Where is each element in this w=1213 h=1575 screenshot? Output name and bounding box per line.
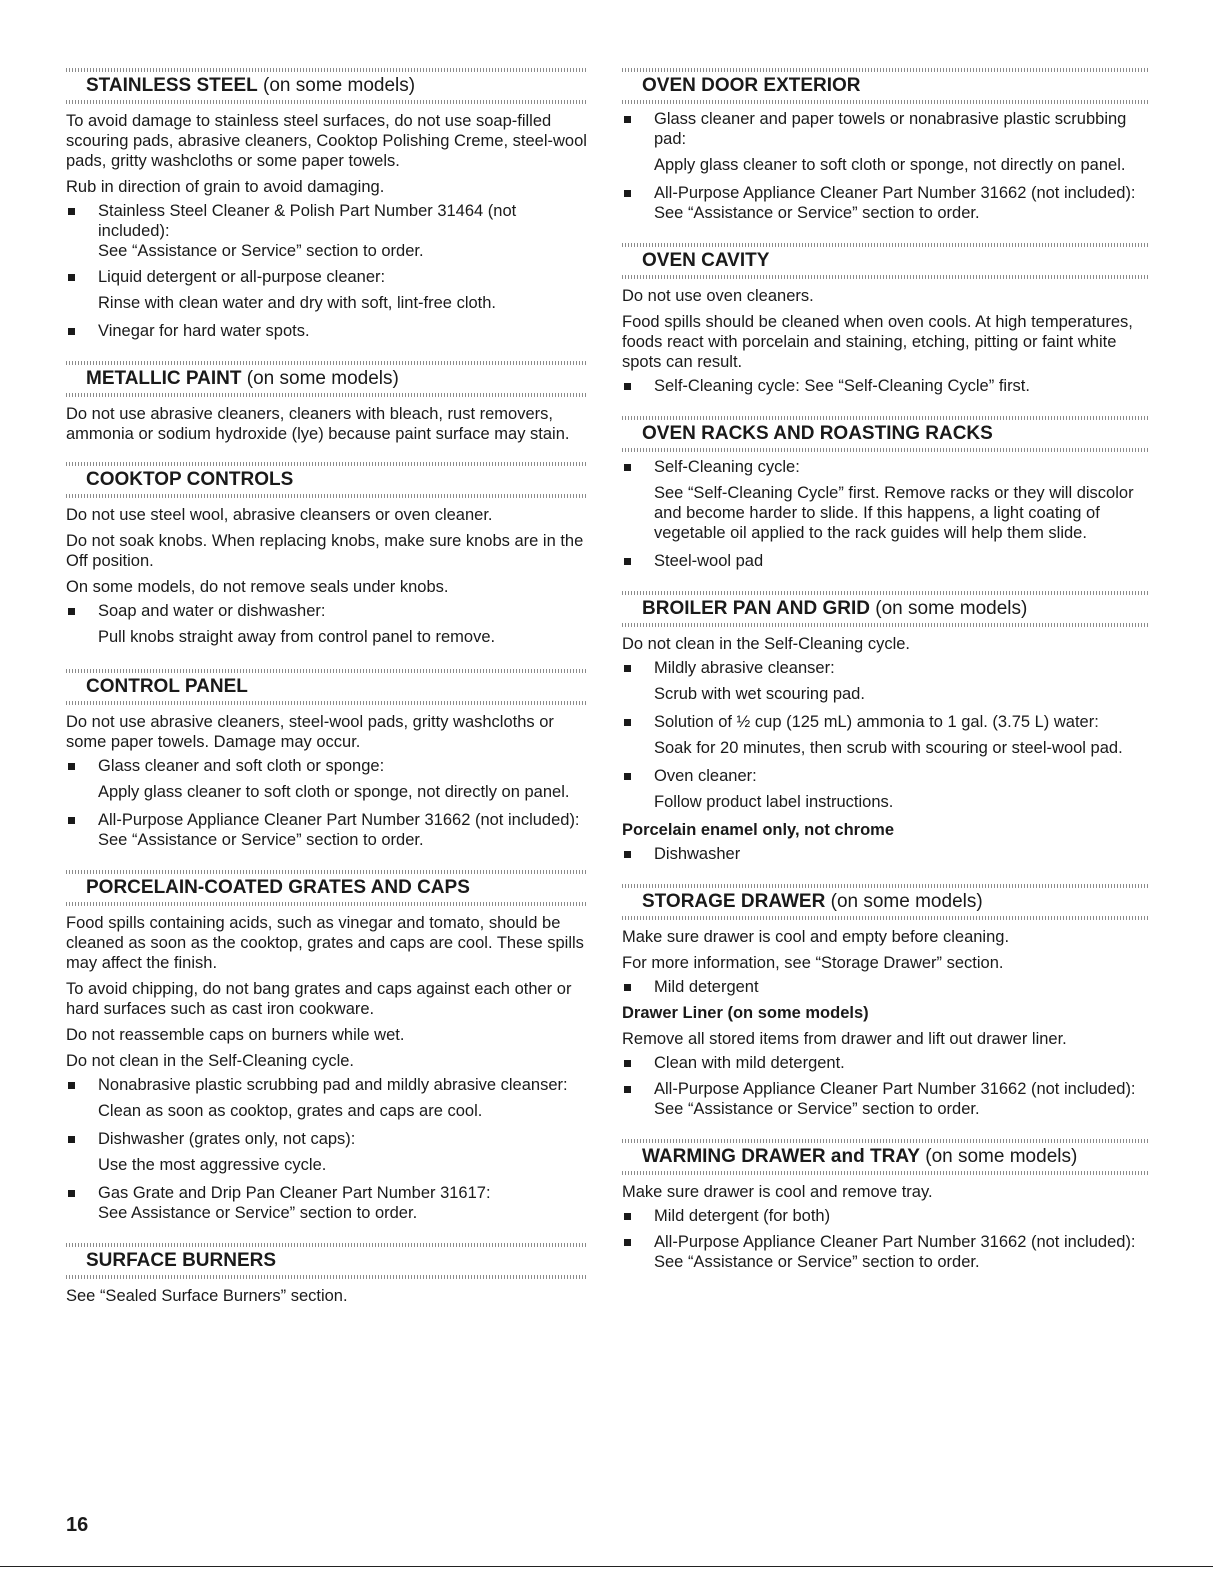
bullet-item: Clean with mild detergent.	[622, 1053, 1149, 1073]
section-title: STORAGE DRAWER (on some models)	[642, 891, 983, 912]
section-header	[66, 1241, 588, 1280]
section-header	[622, 241, 1149, 280]
bullet-item: All-Purpose Appliance Cleaner Part Number 31662 (not included): See “Assistance or Service” section to order.	[622, 1232, 1149, 1272]
section-title: PORCELAIN-COATED GRATES AND CAPS	[86, 877, 470, 898]
bullet-item: Liquid detergent or all-purpose cleaner:	[66, 267, 588, 287]
bullet-item: Soap and water or dishwasher:	[66, 601, 588, 621]
bullet-subtext: Clean as soon as cooktop, grates and caps are cool.	[98, 1102, 483, 1120]
section-stainless-steel	[66, 66, 588, 341]
paragraph: Remove all stored items from drawer and lift out drawer liner.	[622, 1030, 1067, 1048]
section-header	[622, 1137, 1149, 1176]
section-storage-drawer	[622, 882, 1149, 1119]
section-header	[622, 589, 1149, 628]
paragraph: See “Sealed Surface Burners” section.	[66, 1287, 348, 1305]
section-header	[622, 66, 1149, 105]
bullet-subtext: See “Self-Cleaning Cycle” first. Remove racks or they will discolor and become harder to slide. If this happens, a light coating of vegetable oil applied to the rack guides will help them slide.	[654, 484, 1134, 542]
paragraph: Food spills containing acids, such as vinegar and tomato, should be cleaned as soon as the cooktop, grates and caps are cool. These spills may affect the finish.	[66, 914, 584, 972]
section-header	[66, 460, 588, 499]
paragraph: Do not use abrasive cleaners, steel-wool pads, gritty washcloths or some paper towels. Damage may occur.	[66, 713, 554, 751]
section-oven-racks	[622, 414, 1149, 571]
bullet-item: Vinegar for hard water spots.	[66, 321, 588, 341]
bullet-item: Steel-wool pad	[622, 551, 1149, 571]
paragraph: Do not clean in the Self-Cleaning cycle.	[66, 1052, 354, 1070]
bullet-item: Stainless Steel Cleaner & Polish Part Number 31464 (not included): See “Assistance or Service” section to order.	[66, 201, 588, 261]
section-oven-door-exterior	[622, 66, 1149, 223]
bullet-item: Mild detergent (for both)	[622, 1206, 1149, 1226]
section-title: METALLIC PAINT (on some models)	[86, 368, 399, 389]
section-title: COOKTOP CONTROLS	[86, 469, 294, 490]
bullet-item: Dishwasher (grates only, not caps):	[66, 1129, 588, 1149]
bullet-subtext: Follow product label instructions.	[654, 793, 894, 811]
section-warming-drawer	[622, 1137, 1149, 1272]
paragraph: Do not reassemble caps on burners while wet.	[66, 1026, 405, 1044]
page-number: 16	[66, 1514, 89, 1536]
section-metallic-paint	[66, 359, 588, 444]
bullet-item: All-Purpose Appliance Cleaner Part Number 31662 (not included): See “Assistance or Service” section to order.	[66, 810, 588, 850]
bullet-item: Gas Grate and Drip Pan Cleaner Part Number 31617: See Assistance or Service” section to order.	[66, 1183, 588, 1223]
bullet-item: All-Purpose Appliance Cleaner Part Number 31662 (not included): See “Assistance or Service” section to order.	[622, 183, 1149, 223]
paragraph: Rub in direction of grain to avoid damaging.	[66, 178, 385, 196]
section-header	[622, 414, 1149, 453]
section-title: OVEN RACKS AND ROASTING RACKS	[642, 423, 993, 444]
section-title: OVEN DOOR EXTERIOR	[642, 75, 861, 96]
bullet-subtext: Pull knobs straight away from control panel to remove.	[98, 628, 496, 646]
bullet-item: Mildly abrasive cleanser:	[622, 658, 1149, 678]
section-header	[66, 359, 588, 398]
bullet-item: Self-Cleaning cycle: See “Self-Cleaning Cycle” first.	[622, 376, 1149, 396]
bullet-subtext: Soak for 20 minutes, then scrub with scouring or steel-wool pad.	[654, 739, 1123, 757]
paragraph: Make sure drawer is cool and remove tray.	[622, 1183, 933, 1201]
right-column	[622, 66, 1149, 1278]
subheading: Drawer Liner (on some models)	[622, 1004, 869, 1022]
bullet-subtext: Rinse with clean water and dry with soft, lint-free cloth.	[98, 294, 497, 312]
section-cooktop-controls	[66, 460, 588, 647]
bullet-item: Nonabrasive plastic scrubbing pad and mildly abrasive cleanser:	[66, 1075, 588, 1095]
bullet-item: Glass cleaner and paper towels or nonabrasive plastic scrubbing pad:	[622, 109, 1149, 149]
paragraph: Do not soak knobs. When replacing knobs, make sure knobs are in the Off position.	[66, 532, 584, 570]
bullet-item: All-Purpose Appliance Cleaner Part Number 31662 (not included): See “Assistance or Service” section to order.	[622, 1079, 1149, 1119]
section-surface-burners	[66, 1241, 588, 1306]
bullet-subtext: Apply glass cleaner to soft cloth or sponge, not directly on panel.	[654, 156, 1126, 174]
section-header	[66, 667, 588, 706]
paragraph: Make sure drawer is cool and empty before cleaning.	[622, 928, 1010, 946]
section-porcelain-grates	[66, 868, 588, 1223]
section-header	[66, 66, 588, 105]
section-title: STAINLESS STEEL (on some models)	[86, 75, 416, 96]
section-title: OVEN CAVITY	[642, 250, 770, 271]
section-title: CONTROL PANEL	[86, 676, 248, 697]
bullet-item: Dishwasher	[622, 844, 1149, 864]
paragraph: Do not use abrasive cleaners, cleaners with bleach, rust removers, ammonia or sodium hydroxide (lye) because paint surface may stain.	[66, 405, 570, 443]
bullet-item: Oven cleaner:	[622, 766, 1149, 786]
subheading: Porcelain enamel only, not chrome	[622, 821, 895, 839]
bullet-item: Solution of ½ cup (125 mL) ammonia to 1 gal. (3.75 L) water:	[622, 712, 1149, 732]
left-column	[66, 66, 588, 1310]
paragraph: To avoid chipping, do not bang grates and caps against each other or hard surfaces such as cast iron cookware.	[66, 980, 572, 1018]
bullet-subtext: Use the most aggressive cycle.	[98, 1156, 327, 1174]
bullet-item: Mild detergent	[622, 977, 1149, 997]
section-control-panel	[66, 667, 588, 850]
section-title: WARMING DRAWER and TRAY (on some models)	[642, 1146, 1078, 1167]
paragraph: Do not use oven cleaners.	[622, 287, 814, 305]
section-oven-cavity	[622, 241, 1149, 396]
section-title: BROILER PAN AND GRID (on some models)	[642, 598, 1028, 619]
section-broiler-pan	[622, 589, 1149, 864]
paragraph: On some models, do not remove seals under knobs.	[66, 578, 449, 596]
bullet-item: Self-Cleaning cycle:	[622, 457, 1149, 477]
paragraph: To avoid damage to stainless steel surfaces, do not use soap-filled scouring pads, abrasive cleaners, Cooktop Polishing Creme, steel-wool pads, gritty washcloths or some paper towels.	[66, 112, 587, 170]
bullet-subtext: Scrub with wet scouring pad.	[654, 685, 865, 703]
paragraph: For more information, see “Storage Drawer” section.	[622, 954, 1004, 972]
section-header	[622, 882, 1149, 921]
paragraph: Do not clean in the Self-Cleaning cycle.	[622, 635, 910, 653]
bullet-item: Glass cleaner and soft cloth or sponge:	[66, 756, 588, 776]
section-header	[66, 868, 588, 907]
section-title: SURFACE BURNERS	[86, 1250, 277, 1271]
paragraph: Do not use steel wool, abrasive cleansers or oven cleaner.	[66, 506, 493, 524]
bottom-rule	[0, 1566, 1213, 1567]
bullet-subtext: Apply glass cleaner to soft cloth or sponge, not directly on panel.	[98, 783, 570, 801]
paragraph: Food spills should be cleaned when oven cools. At high temperatures, foods react with porcelain and staining, etching, pitting or faint white spots can result.	[622, 313, 1133, 371]
